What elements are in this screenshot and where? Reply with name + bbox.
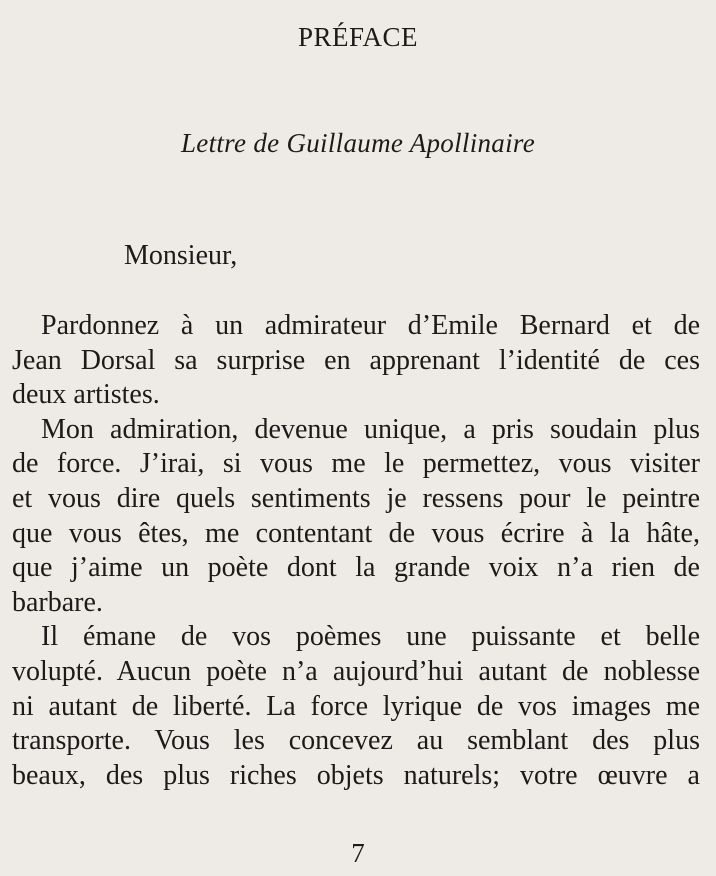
text-line: Il émane de vos poèmes une puissante et belle bbox=[41, 621, 700, 653]
text-line: de force. J’irai, si vous me le permettez, vous visiter bbox=[12, 448, 700, 480]
paragraph-1 bbox=[12, 309, 700, 413]
page-number: 7 bbox=[351, 838, 365, 868]
text-line: transporte. Vous les concevez au semblant des plus bbox=[12, 725, 700, 757]
text-line: et vous dire quels sentiments je ressens pour le peintre bbox=[12, 482, 700, 514]
salutation: Monsieur, bbox=[124, 240, 238, 271]
text-line: ni autant de liberté. La force lyrique de vos images me bbox=[12, 690, 700, 722]
text-line: Pardonnez à un admirateur d’Emile Bernard et de bbox=[41, 310, 700, 341]
letter-subtitle: Lettre de Guillaume Apollinaire bbox=[180, 128, 535, 158]
text-line: beaux, des plus riches objets naturels; votre œuvre a bbox=[12, 759, 700, 791]
text-line: Jean Dorsal sa surprise en apprenant l’identité de ces bbox=[12, 344, 700, 376]
letter-body bbox=[12, 309, 700, 793]
paragraph-3 bbox=[12, 620, 700, 793]
text-line: Mon admiration, devenue unique, a pris soudain plus bbox=[41, 413, 700, 445]
text-line: barbare. bbox=[12, 586, 103, 618]
paragraph-2 bbox=[12, 413, 700, 621]
text-line: deux artistes. bbox=[12, 379, 160, 411]
text-line: que vous êtes, me contentant de vous écrire à la hâte, bbox=[12, 517, 700, 549]
text-line: volupté. Aucun poète n’a aujourd’hui autant de noblesse bbox=[12, 655, 700, 687]
page-title: PRÉFACE bbox=[297, 22, 419, 52]
text-line: que j’aime un poète dont la grande voix n’a rien de bbox=[12, 552, 700, 584]
